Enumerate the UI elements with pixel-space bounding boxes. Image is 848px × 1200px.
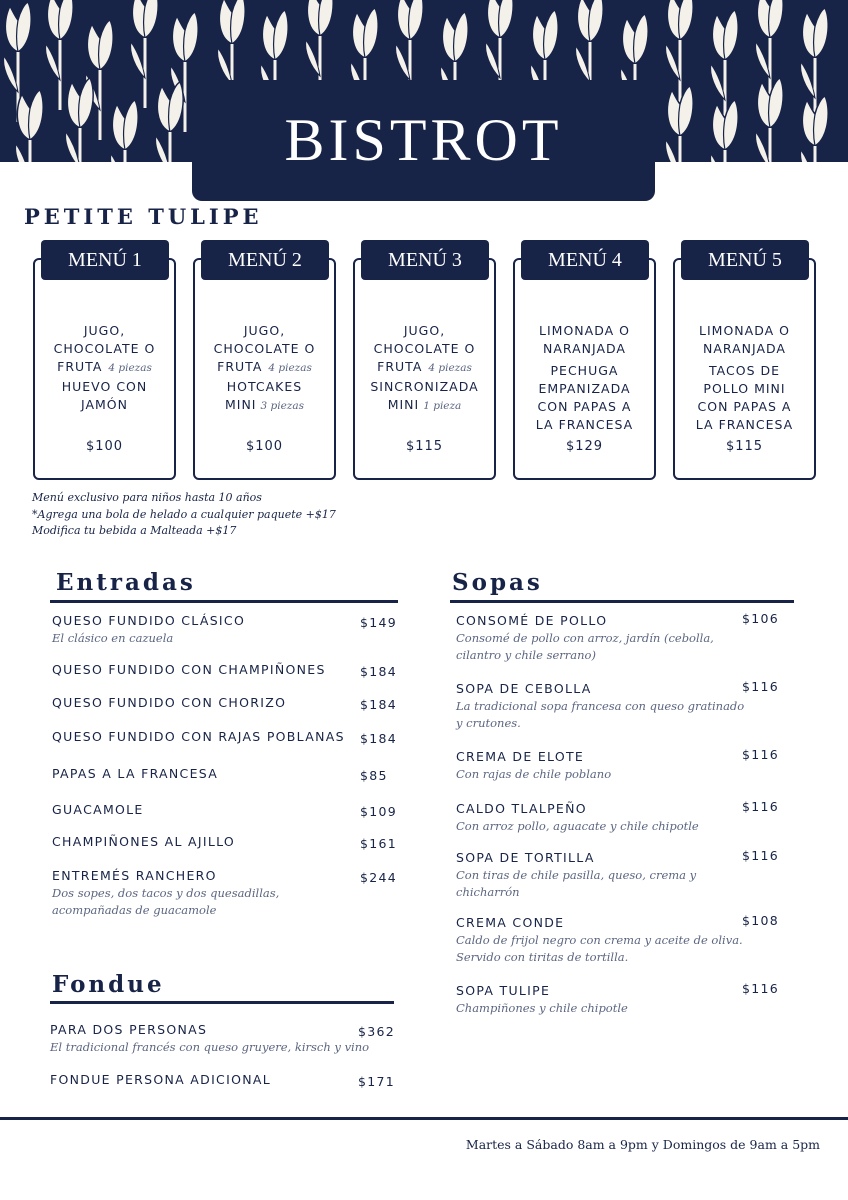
drink-note: 4 piezas (268, 362, 312, 374)
kids-menu-card (513, 248, 656, 480)
kids-menu-price: $100 (85, 439, 124, 454)
menu-item-price: $244 (360, 870, 398, 885)
menu-item-description: Con arroz pollo, aguacate y chile chipotle (456, 819, 699, 833)
menu-item-price: $362 (358, 1024, 396, 1039)
kids-menu-dish (201, 378, 328, 415)
drink-line (361, 322, 488, 340)
menu-item-price: $184 (360, 731, 398, 746)
menu-item-price: $116 (742, 679, 780, 694)
drink-text: CHOCOLATE O (373, 341, 476, 356)
dish-line (201, 396, 328, 415)
menu-item-name: CHAMPIÑONES AL AJILLO (52, 834, 236, 849)
dish-text: POLLO MINI (703, 381, 786, 396)
drink-text: LIMONADA O (539, 323, 630, 338)
dish-text: MINI (224, 397, 257, 412)
drink-line (41, 322, 168, 340)
menu-item-name: QUESO FUNDIDO CON CHORIZO (52, 695, 287, 710)
menu-item-price: $106 (742, 611, 780, 626)
menu-item-name: CALDO TLALPEÑO (456, 801, 587, 816)
drink-line (681, 322, 808, 340)
drink-line (521, 322, 648, 340)
menu-item-price: $184 (360, 664, 398, 679)
dish-line (521, 362, 648, 380)
drink-note: 4 piezas (108, 362, 152, 374)
menu-item-name: ENTREMÉS RANCHERO (52, 868, 217, 883)
menu-item-name: PAPAS A LA FRANCESA (52, 766, 219, 781)
drink-text: FRUTA (57, 359, 103, 374)
drink-line (201, 358, 328, 377)
menu-item-name: CREMA CONDE (456, 915, 565, 930)
drink-note: 4 piezas (428, 362, 472, 374)
menu-item-description: Con tiras de chile pasilla, queso, crema y chicharrón (456, 868, 697, 899)
section-rule (450, 600, 794, 603)
menu-item-name: QUESO FUNDIDO CON CHAMPIÑONES (52, 662, 326, 677)
dish-line (41, 378, 168, 396)
kids-note: Menú exclusivo para niños hasta 10 años (32, 491, 262, 504)
dish-text: CON PAPAS A (697, 399, 792, 414)
dish-text: HOTCAKES (226, 379, 303, 394)
menu-item-name: SOPA DE TORTILLA (456, 850, 595, 865)
drink-text: JUGO, (83, 323, 126, 338)
menu-item-description: Consomé de pollo con arroz, jardín (cebolla, cilantro y chile serrano) (456, 631, 714, 662)
kids-menu-price: $129 (565, 439, 604, 454)
dish-line (521, 398, 648, 416)
menu-item-price: $116 (742, 799, 780, 814)
kids-note: Modifica tu bebida a Malteada +$17 (32, 524, 237, 537)
kids-menu-card (193, 248, 336, 480)
kids-menu-label: MENÚ 3 (361, 240, 489, 280)
kids-menu-drink (681, 322, 808, 358)
dish-text: PECHUGA (550, 363, 619, 378)
drink-text: JUGO, (243, 323, 286, 338)
section-rule (50, 1001, 394, 1004)
dish-line (361, 378, 488, 396)
drink-text: FRUTA (377, 359, 423, 374)
drink-text: NARANJADA (543, 341, 626, 356)
section-title-fondue: Fondue (52, 971, 165, 998)
kids-menu-dish (361, 378, 488, 415)
dish-line (681, 362, 808, 380)
dish-text: EMPANIZADA (538, 381, 631, 396)
dish-text: SINCRONIZADA (370, 379, 479, 394)
menu-item-price: $108 (742, 913, 780, 928)
kids-menu-card (673, 248, 816, 480)
section-rule (50, 600, 398, 603)
section-title-sopas: Sopas (452, 569, 543, 596)
dish-note: 3 piezas (260, 400, 304, 412)
kids-menu-title: PETITE TULIPE (24, 204, 263, 229)
kids-menu-dish (681, 362, 808, 434)
dish-text: CON PAPAS A (537, 399, 632, 414)
dish-line (201, 378, 328, 396)
kids-menu-label: MENÚ 2 (201, 240, 329, 280)
menu-item-price: $184 (360, 697, 398, 712)
opening-hours: Martes a Sábado 8am a 9pm y Domingos de 9am a 5pm (465, 1137, 820, 1152)
menu-item-description: Caldo de frijol negro con crema y aceite de oliva. Servido con tiritas de tortilla. (456, 933, 743, 964)
menu-item-price: $149 (360, 615, 398, 630)
drink-line (41, 340, 168, 358)
kids-menu-drink (41, 322, 168, 377)
menu-item-description: El tradicional francés con queso gruyere, kirsch y vino (50, 1040, 370, 1054)
menu-item-name: SOPA TULIPE (456, 983, 551, 998)
dish-text: JAMÓN (81, 397, 128, 412)
menu-item-description: Champiñones y chile chipotle (456, 1001, 628, 1015)
drink-text: LIMONADA O (699, 323, 790, 338)
kids-menu-drink (521, 322, 648, 358)
drink-text: JUGO, (403, 323, 446, 338)
menu-item-description: Dos sopes, dos tacos y dos quesadillas, acompañadas de guacamole (52, 886, 280, 917)
menu-item-name: CREMA DE ELOTE (456, 749, 585, 764)
menu-item-description: La tradicional sopa francesa con queso gratinado y crutones. (456, 699, 745, 730)
menu-item-description: El clásico en cazuela (52, 631, 174, 645)
menu-item-price: $171 (358, 1074, 396, 1089)
drink-line (681, 340, 808, 358)
dish-text: MINI (387, 397, 420, 412)
restaurant-title: BISTROT (284, 107, 563, 173)
dish-text: LA FRANCESA (535, 417, 634, 432)
menu-item-description: Con rajas de chile poblano (456, 767, 612, 781)
drink-text: NARANJADA (703, 341, 786, 356)
dish-line (681, 398, 808, 416)
kids-menu-price: $115 (405, 439, 444, 454)
dish-line (681, 416, 808, 434)
kids-note: *Agrega una bola de helado a cualquier paquete +$17 (32, 507, 336, 521)
kids-menu-card (33, 248, 176, 480)
menu-item-name: SOPA DE CEBOLLA (456, 681, 592, 696)
dish-line (521, 416, 648, 434)
menu-item-name: PARA DOS PERSONAS (50, 1022, 208, 1037)
footer-rule (0, 1117, 848, 1120)
kids-menu-dish (41, 378, 168, 414)
menu-item-name: QUESO FUNDIDO CON RAJAS POBLANAS (52, 729, 345, 744)
kids-menu-label: MENÚ 5 (681, 240, 809, 280)
menu-item-price: $161 (360, 836, 398, 851)
drink-line (361, 340, 488, 358)
kids-menu-drink (201, 322, 328, 377)
kids-menu-price: $100 (245, 439, 284, 454)
dish-text: LA FRANCESA (695, 417, 794, 432)
dish-line (361, 396, 488, 415)
dish-line (521, 380, 648, 398)
title-plate (192, 80, 655, 201)
drink-line (201, 340, 328, 358)
menu-item-price: $116 (742, 981, 780, 996)
menu-item-price: $116 (742, 848, 780, 863)
menu-item-name: FONDUE PERSONA ADICIONAL (50, 1072, 271, 1087)
kids-menu-price: $115 (725, 439, 764, 454)
section-title-entradas: Entradas (56, 569, 196, 596)
kids-menu-label: MENÚ 4 (521, 240, 649, 280)
drink-line (361, 358, 488, 377)
kids-notes (32, 490, 336, 540)
drink-text: CHOCOLATE O (53, 341, 156, 356)
kids-menu-label: MENÚ 1 (41, 240, 169, 280)
menu-item-name: GUACAMOLE (52, 802, 144, 817)
menu-item-price: $109 (360, 804, 398, 819)
menu-item-name: QUESO FUNDIDO CLÁSICO (52, 613, 246, 628)
drink-line (41, 358, 168, 377)
kids-menu-drink (361, 322, 488, 377)
menu-item-name: CONSOMÉ DE POLLO (456, 613, 608, 628)
menu-item-price: $85 (360, 768, 388, 783)
dish-text: HUEVO CON (61, 379, 148, 394)
dish-text: TACOS DE (709, 363, 780, 378)
kids-menu-dish (521, 362, 648, 434)
drink-text: CHOCOLATE O (213, 341, 316, 356)
drink-text: FRUTA (217, 359, 263, 374)
drink-line (521, 340, 648, 358)
kids-menu-card (353, 248, 496, 480)
dish-line (41, 396, 168, 414)
menu-item-price: $116 (742, 747, 780, 762)
dish-line (681, 380, 808, 398)
drink-line (201, 322, 328, 340)
dish-note: 1 pieza (423, 400, 462, 412)
